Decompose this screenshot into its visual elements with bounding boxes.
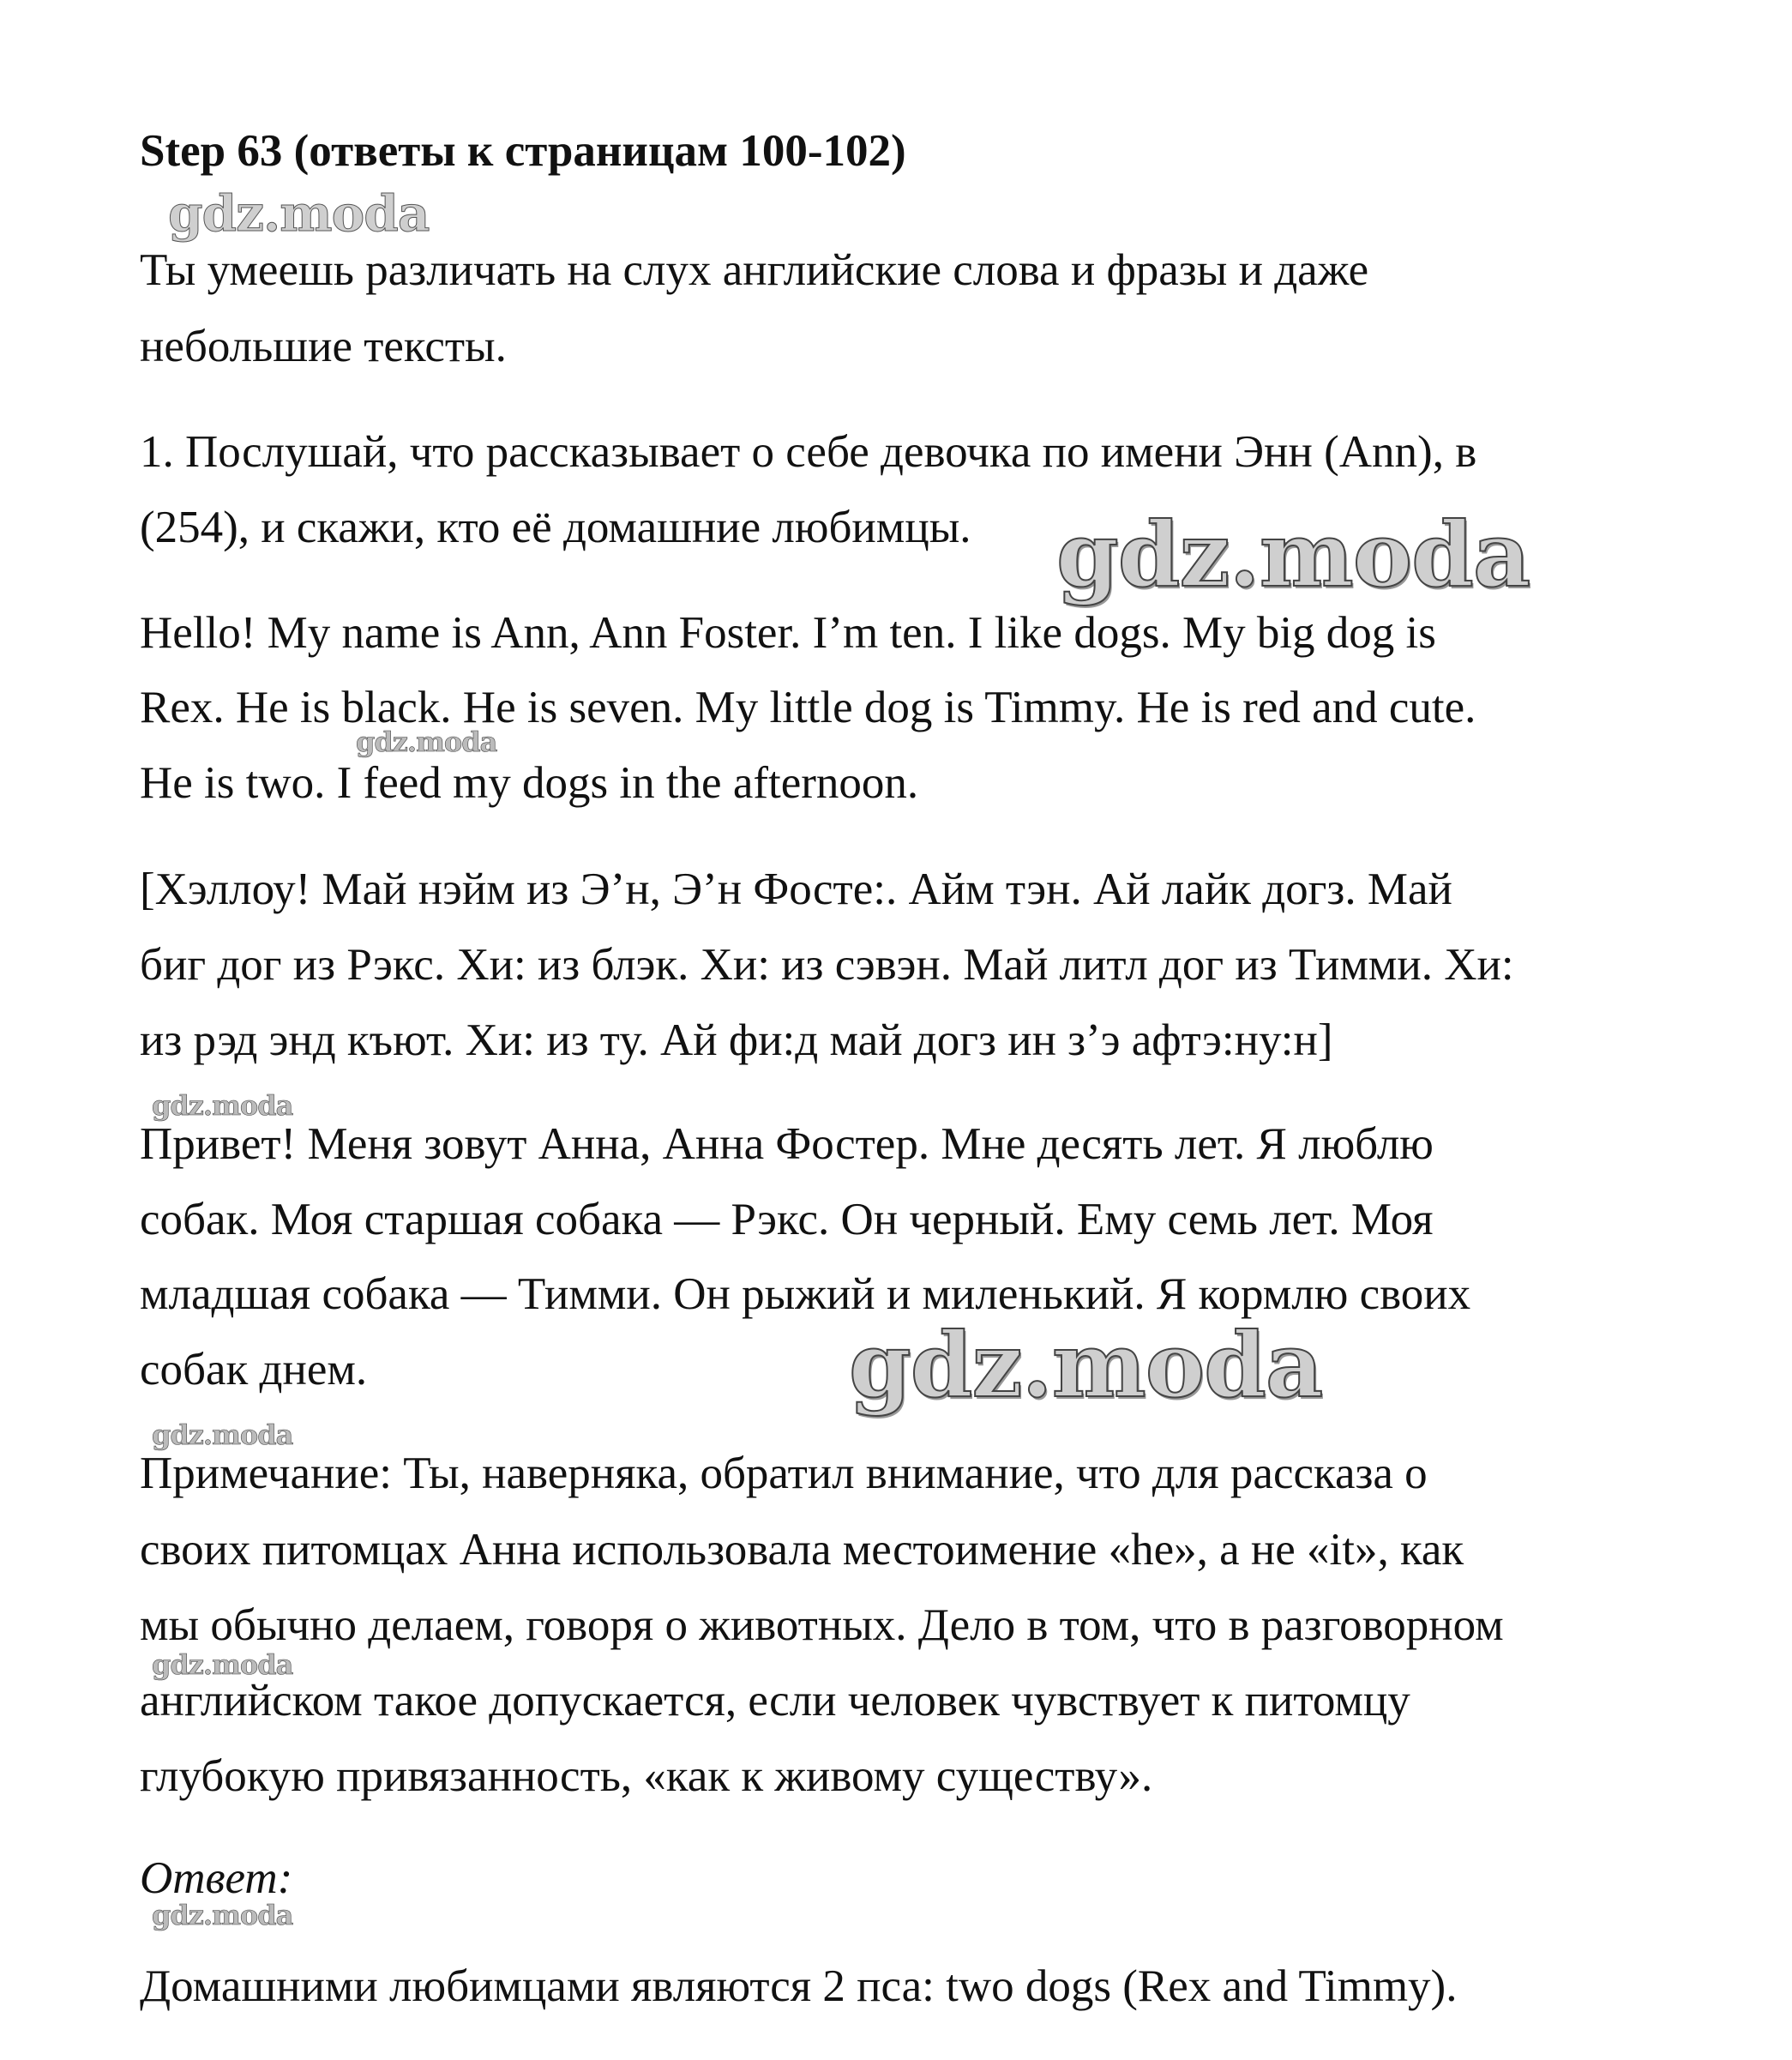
intro-line: Ты умеешь различать на слух английские слова и фразы и даже xyxy=(140,245,1369,295)
page-title: Step 63 (ответы к страницам 100-102) xyxy=(140,126,906,176)
english-line: He is two. I feed my dogs in the afternoon. xyxy=(140,758,919,808)
note-line: глубокую привязанность, «как к живому существу». xyxy=(140,1751,1153,1801)
transcription-line: [Хэллоу! Май нэйм из Э’н, Э’н Фосте:. Айм тэн. Ай лайк догз. Май xyxy=(140,864,1452,914)
watermark: gdz.moda xyxy=(356,726,497,758)
task-line: 1. Послушай, что рассказывает о себе девочка по имени Энн (Ann), в xyxy=(140,427,1477,477)
watermark: gdz.moda xyxy=(152,1089,293,1122)
watermark: gdz.moda xyxy=(152,1648,293,1681)
translation-line: собак днем. xyxy=(140,1345,368,1394)
translation-line: младшая собака — Тимми. Он рыжий и миленький. Я кормлю своих xyxy=(140,1269,1471,1319)
english-line: Hello! My name is Ann, Ann Foster. I’m ten. I like dogs. My big dog is xyxy=(140,608,1436,658)
watermark: gdz.moda xyxy=(849,1312,1323,1418)
task-line: (254), и скажи, кто её домашние любимцы. xyxy=(140,503,971,552)
watermark: gdz.moda xyxy=(152,1419,293,1451)
answer-text: Домашними любимцами являются 2 пса: two dogs (Rex and Timmy). xyxy=(140,1961,1458,2011)
translation-line: Привет! Меня зовут Анна, Анна Фостер. Мне десять лет. Я люблю xyxy=(140,1119,1434,1169)
note-line: мы обычно делаем, говоря о животных. Дело в том, что в разговорном xyxy=(140,1600,1504,1650)
transcription-line: биг дог из Рэкс. Хи: из блэк. Хи: из сэвэн. Май литл дог из Тимми. Хи: xyxy=(140,940,1514,990)
note-line: английском такое допускается, если человек чувствует к питомцу xyxy=(140,1676,1410,1726)
note-line: Примечание: Ты, наверняка, обратил внимание, что для рассказа о xyxy=(140,1449,1428,1498)
watermark: gdz.moda xyxy=(152,1899,293,1931)
translation-line: собак. Моя старшая собака — Рэкс. Он черный. Ему семь лет. Моя xyxy=(140,1195,1434,1244)
watermark: gdz.moda xyxy=(1056,502,1530,607)
note-line: своих питомцах Анна использовала местоимение «he», а не «it», как xyxy=(140,1525,1464,1575)
english-line: Rex. He is black. He is seven. My little dog is Timmy. He is red and cute. xyxy=(140,683,1476,732)
answer-label: Ответ: xyxy=(140,1853,293,1903)
watermark: gdz.moda xyxy=(168,184,430,243)
transcription-line: из рэд энд къют. Хи: из ту. Ай фи:д май догз ин з’э афтэ:ну:н] xyxy=(140,1015,1333,1065)
intro-line: небольшие тексты. xyxy=(140,322,507,371)
